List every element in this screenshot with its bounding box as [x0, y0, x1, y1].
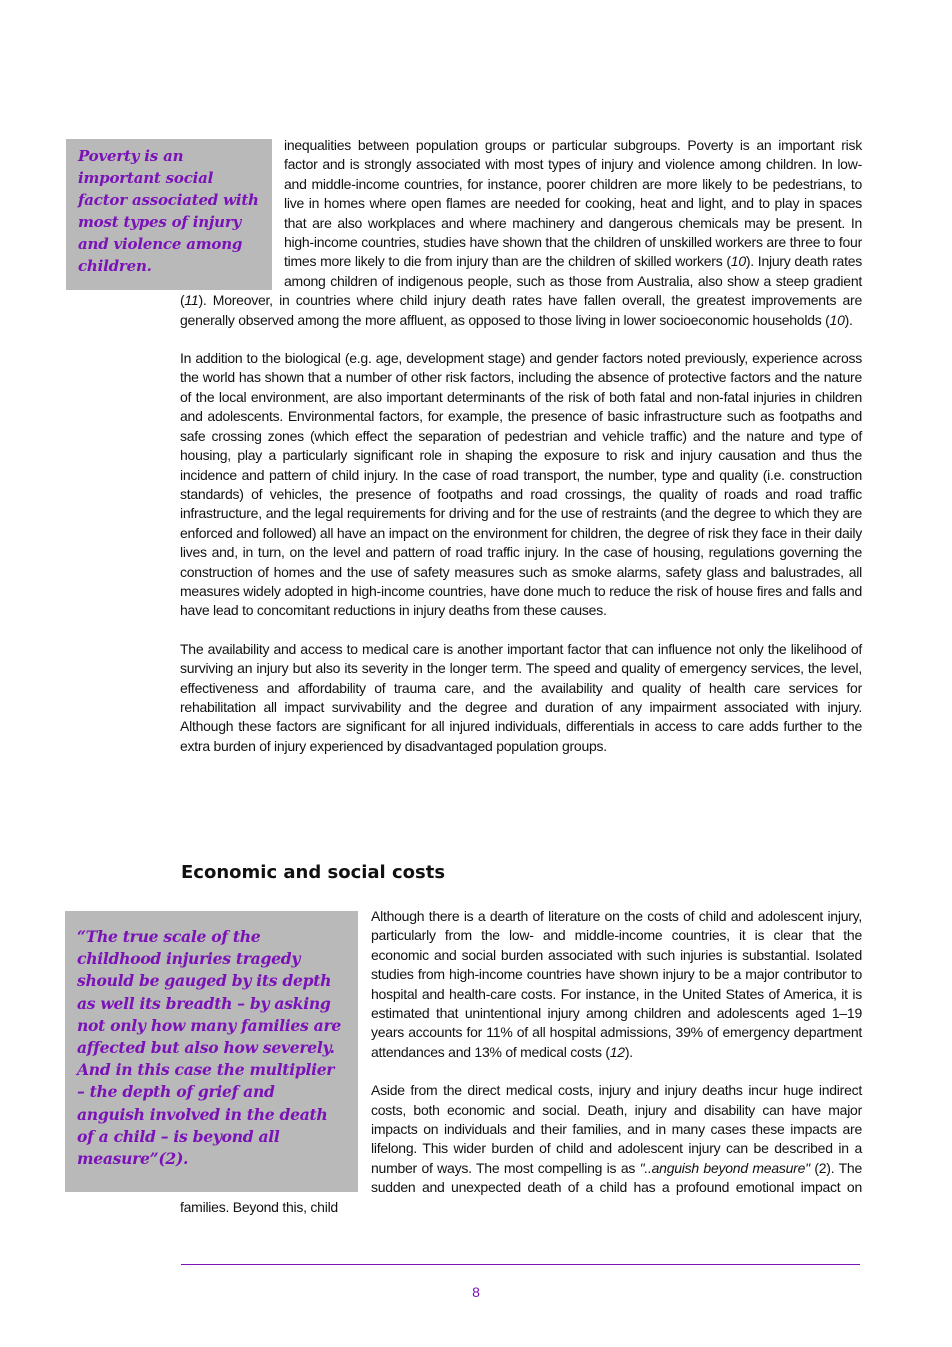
body-paragraph-poverty: inequalities between population groups or particular subgroups. Poverty is an important risk factor and is strongly associated with most types of injury and violence among children. In low- and middle-income countries, for instance, poorer children are more likely to be pedestrians, to live in homes where open flames are needed for cooking, heat and light, and to play in spaces that are also workplaces and where machinery and dangerous chemicals may be present. In high-income countries, studies have shown that the children of unskilled workers are three to four times more likely to die from injury than are the children of skilled workers (10). Injury death rates among children of indigenous people, such as those from Australia, also show a steep gradient (11). Moreover, in countries where child injury death rates have fallen overall, the greatest improvements are generally observed among the more affluent, as opposed to those living in lower socioeconomic households (10). — [180, 137, 862, 328]
economic-costs-section — [77, 907, 862, 1217]
reference-citation: 12 — [609, 1043, 625, 1060]
risk-factors-section — [78, 136, 862, 756]
body-paragraph-indirect-costs: Aside from the direct medical costs, injury and injury deaths incur huge indirect costs, both economic and social. Death, injury and disability can have major impacts on individuals and their families, and in many cases these impacts are lifelong. This wider burden of child and adolescent injury can be described in a number of ways. The most compelling is as "..anguish beyond measure" (2). The sudden and unexpected death of a child has a profound emotional impact on families. Beyond this, child — [180, 1082, 862, 1215]
page-number: 8 — [472, 1284, 480, 1300]
reference-citation: 10 — [730, 253, 746, 270]
body-paragraph-medical-care: The availability and access to medical care is another important factor that can influence not only the likelihood of surviving an injury but also its severity in the longer term. The speed and quality of emergency services, the level, effectiveness and affordability of trauma care, and the availability and quality of health care services for rehabilitation all impact survivability and the degree and duration of any impairment associated with injury. Although these factors are significant for all injured individuals, differentials in access to care adds further to the extra burden of injury experienced by disadvantaged population groups. — [180, 640, 862, 754]
footer-divider — [181, 1264, 860, 1265]
true-scale-callout: “The true scale of the childhood injuries tragedy should be gauged by its depth as well its breadth – by asking not only how many families are affected but also how severely. And in this case the multiplier – the depth of grief and anguish involved in the death of a child – is beyond all measure”(2). — [65, 911, 358, 1192]
section-heading: Economic and social costs — [181, 862, 446, 883]
poverty-callout: Poverty is an important social factor associated with most types of injury and violence among children. — [66, 139, 272, 290]
reference-citation: 10 — [829, 311, 845, 328]
body-paragraph-costs: Although there is a dearth of literature on the costs of child and adolescent injury, particularly from the low- and middle-income countries, it is clear that the economic and social burden associated with such injuries is substantial. Isolated studies from high-income countries have shown injury to be a major contributor to hospital and health-care costs. For instance, in the United States of America, it is estimated that unintentional injury among children and adolescents aged 1–19 years accounts for 11% of all hospital admissions, 39% of emergency department attendances and 13% of medical costs (12). — [371, 908, 862, 1060]
inline-quote: "..anguish beyond measure" — [639, 1159, 810, 1176]
body-paragraph-environment: In addition to the biological (e.g. age, development stage) and gender factors noted previously, experience across the world has shown that a number of other risk factors, including the absence of protective factors and the nature of the local environment, are also important determinants of the risk of both fatal and non-fatal injuries in children and adolescents. Environmental factors, for example, the presence of basic infrastructure such as footpaths and safe crossing zones (which effect the separation of pedestrian and vehicle traffic) and the nature and type of housing, play a particularly significant role in shaping the exposure to risk and injury causation and thus the incidence and pattern of child injury. In the case of road transport, the number, type and quality (i.e. construction standards) of vehicles, the presence of footpaths and road crossings, the quality of roads and road traffic infrastructure, and the legal requirements for driving and for the use of restraints (and the degree to which they are enforced and followed) all have an impact on the environment for children, the degree of risk they face in their daily lives and, in turn, on the level and pattern of road traffic injury. In the case of housing, regulations governing the construction of homes and the use of safety measures such as smoke alarms, safety glass and balustrades, all measures widely adopted in high-income countries, have done much to reduce the risk of house fires and falls and have lead to concomitant reductions in injury deaths from these causes. — [180, 350, 862, 619]
reference-citation: 11 — [184, 292, 199, 309]
